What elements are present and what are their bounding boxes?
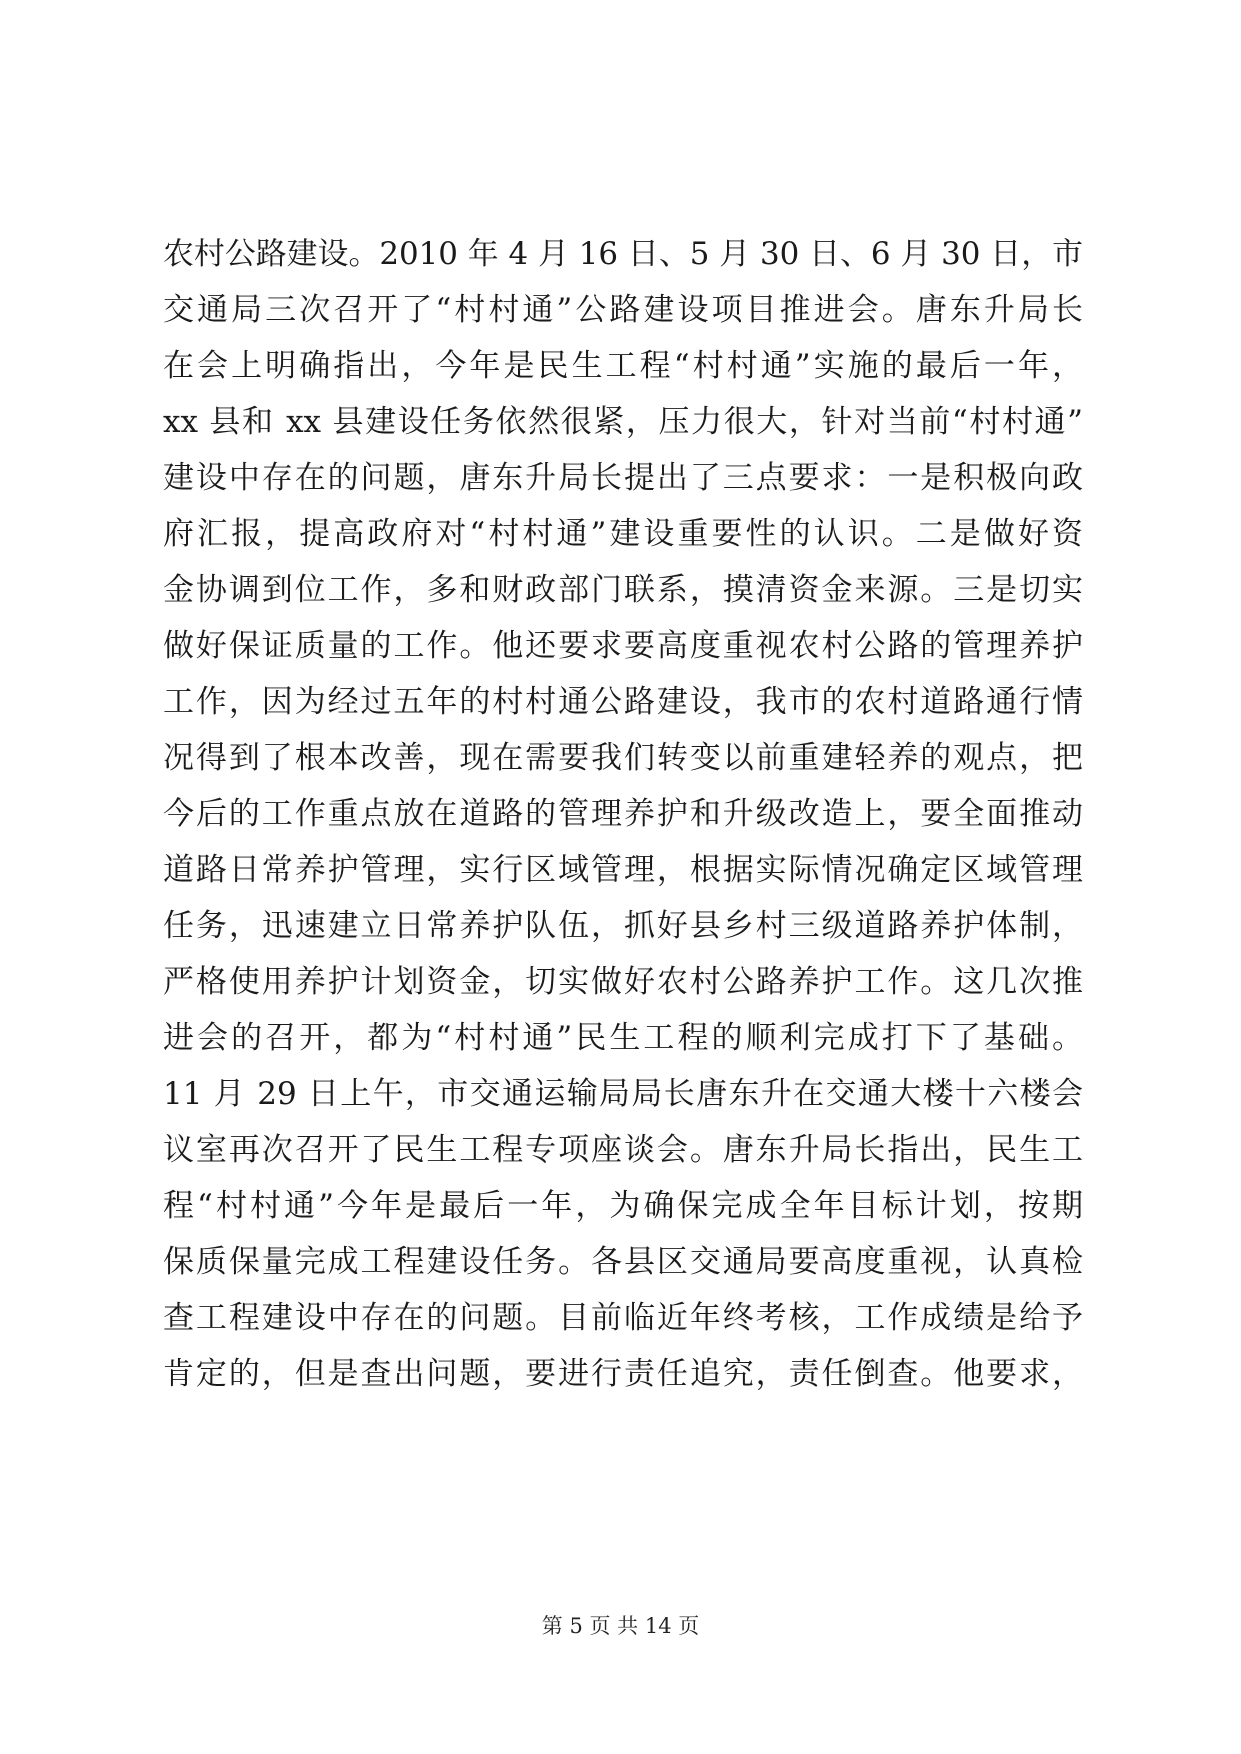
body-line: 任务，迅速建立日常养护队伍，抓好县乡村三级道路养护体制， [163,908,1083,944]
body-line: 金协调到位工作，多和财政部门联系，摸清资金来源。三是切实 [163,572,1083,608]
body-line: 11 月 29 日上午，市交通运输局局长唐东升在交通大楼十六楼会 [163,1076,1083,1112]
body-line: 查工程建设中存在的问题。目前临近年终考核，工作成绩是给予 [163,1300,1083,1336]
body-line: 保质保量完成工程建设任务。各县区交通局要高度重视，认真检 [163,1244,1083,1280]
body-line: 做好保证质量的工作。他还要求要高度重视农村公路的管理养护 [163,628,1083,664]
body-line: 进会的召开，都为“村村通”民生工程的顺利完成打下了基础。 [163,1020,1083,1056]
body-line: 肯定的，但是查出问题，要进行责任追究，责任倒查。他要求， [163,1356,1083,1392]
body-line: xx 县和 xx 县建设任务依然很紧，压力很大，针对当前“村村通” [163,404,1083,440]
body-line: 程“村村通”今年是最后一年，为确保完成全年目标计划，按期 [163,1188,1083,1224]
body-line: 况得到了根本改善，现在需要我们转变以前重建轻养的观点，把 [163,740,1083,776]
body-line: 严格使用养护计划资金，切实做好农村公路养护工作。这几次推 [163,964,1083,1000]
body-line: 议室再次召开了民生工程专项座谈会。唐东升局长指出，民生工 [163,1132,1083,1168]
body-line: 今后的工作重点放在道路的管理养护和升级改造上，要全面推动 [163,796,1083,832]
body-line: 交通局三次召开了“村村通”公路建设项目推进会。唐东升局长 [163,292,1083,328]
body-line: 道路日常养护管理，实行区域管理，根据实际情况确定区域管理 [163,852,1083,888]
body-line: 在会上明确指出，今年是民生工程“村村通”实施的最后一年， [163,348,1083,384]
page-footer [0,1612,1241,1640]
body-line: 农村公路建设。2010 年 4 月 16 日、5 月 30 日、6 月 30 日，市 [163,236,1083,272]
body-line: 府汇报，提高政府对“村村通”建设重要性的认识。二是做好资 [163,516,1083,552]
body-line: 工作，因为经过五年的村村通公路建设，我市的农村道路通行情 [163,684,1083,720]
document-body [163,226,1083,1402]
body-line: 建设中存在的问题，唐东升局长提出了三点要求：一是积极向政 [163,460,1083,496]
page-number: 第 5 页 共 14 页 [541,1614,700,1638]
